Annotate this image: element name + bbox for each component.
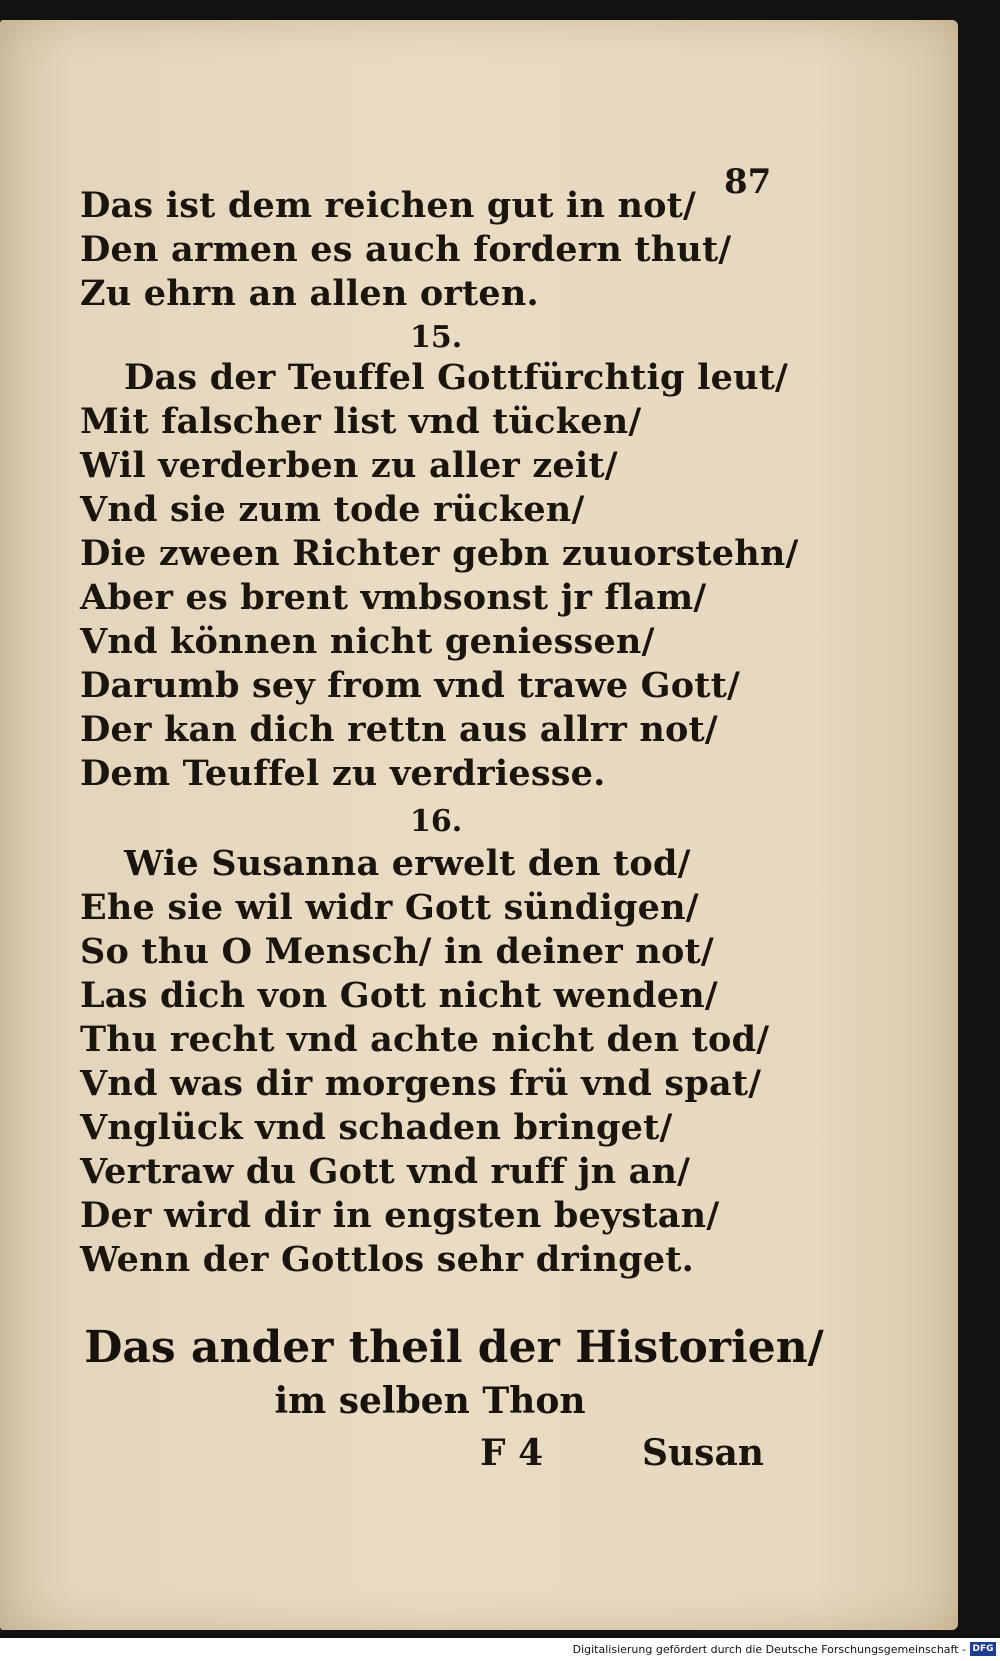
verse-line: Wenn der Gottlos sehr dringet. xyxy=(80,1239,695,1280)
verse-line: Der wird dir in engsten beystan/ xyxy=(80,1195,720,1236)
verse-line: Wil verderben zu aller zeit/ xyxy=(80,445,618,486)
verse-line: Vertraw du Gott vnd ruff jn an/ xyxy=(80,1151,691,1192)
verse-line: Dem Teuffel zu verdriesse. xyxy=(80,753,606,794)
book-page xyxy=(0,20,958,1630)
signature-mark: F 4 xyxy=(480,1432,544,1474)
verse-line: Mit falscher list vnd tücken/ xyxy=(80,401,642,442)
verse-line: So thu O Mensch/ in deiner not/ xyxy=(80,931,714,972)
section-subheading: im selben Thon xyxy=(274,1380,586,1422)
catchword: Susan xyxy=(642,1432,764,1474)
funding-notice: Digitalisierung gefördert durch die Deutsche Forschungsgemeinschaft - xyxy=(572,1643,966,1656)
dfg-logo-icon: DFG xyxy=(970,1642,996,1656)
verse-line: Die zween Richter gebn zuuorstehn/ xyxy=(80,533,799,574)
verse-line: Vnd was dir morgens frü vnd spat/ xyxy=(80,1063,762,1104)
verse-line: Das der Teuffel Gottfürchtig leut/ xyxy=(124,357,789,398)
section-heading: Das ander theil der Historien/ xyxy=(84,1322,824,1373)
verse-line: Den armen es auch fordern thut/ xyxy=(80,229,732,270)
verse-line: Vnglück vnd schaden bringet/ xyxy=(80,1107,673,1148)
verse-line: Las dich von Gott nicht wenden/ xyxy=(80,975,718,1016)
verse-line: Das ist dem reichen gut in not/ xyxy=(80,185,697,226)
stanza-number: 16. xyxy=(410,804,463,839)
footer-bar xyxy=(0,1638,1000,1661)
stanza-number: 15. xyxy=(410,320,463,355)
verse-line: Wie Susanna erwelt den tod/ xyxy=(124,843,691,884)
verse-line: Darumb sey from vnd trawe Gott/ xyxy=(80,665,741,706)
verse-line: Vnd sie zum tode rücken/ xyxy=(80,489,585,530)
verse-line: Aber es brent vmbsonst jr flam/ xyxy=(80,577,707,618)
verse-line: Ehe sie wil widr Gott sündigen/ xyxy=(80,887,699,928)
verse-line: Der kan dich rettn aus allrr not/ xyxy=(80,709,718,750)
verse-line: Zu ehrn an allen orten. xyxy=(80,273,539,314)
verse-line: Vnd können nicht geniessen/ xyxy=(80,621,655,662)
verse-line: Thu recht vnd achte nicht den tod/ xyxy=(80,1019,770,1060)
page-number: 87 xyxy=(724,162,772,202)
